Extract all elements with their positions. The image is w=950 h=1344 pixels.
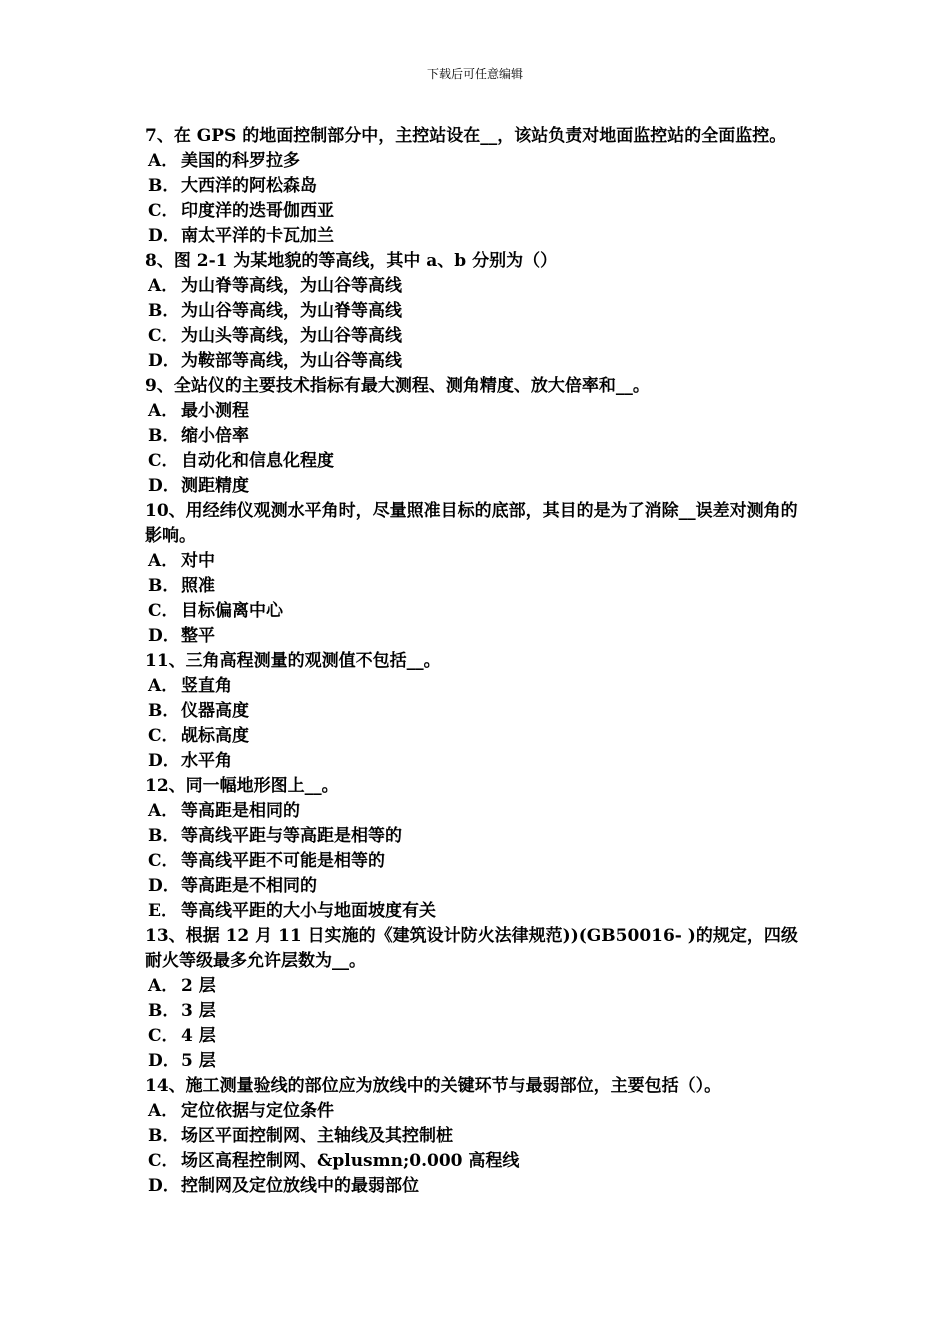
option-text: 场区平面控制网、主轴线及其控制桩 xyxy=(181,1126,453,1146)
answer-option xyxy=(145,1049,810,1074)
answer-option xyxy=(145,549,810,574)
question-stem: 13、根据 12 月 11 日实施的《建筑设计防火法律规范))(GB50016- )的规定，四级耐火等级最多允许层数为__。 xyxy=(145,926,798,971)
question-stem: 12、同一幅地形图上__。 xyxy=(145,776,339,796)
option-key: D． xyxy=(148,751,180,771)
answer-option xyxy=(145,324,810,349)
answer-option xyxy=(145,1149,810,1174)
answer-option xyxy=(145,474,810,499)
page-header: 下载后可任意编辑 xyxy=(426,67,523,81)
question-stem: 8、图 2-1 为某地貌的等高线，其中 a、b 分别为（） xyxy=(145,251,558,271)
question-list xyxy=(145,124,810,1199)
option-text: 为鞍部等高线，为山谷等高线 xyxy=(181,351,402,371)
option-key: C． xyxy=(148,726,179,746)
answer-option xyxy=(145,199,810,224)
option-key: B． xyxy=(148,701,180,721)
option-text: 3 层 xyxy=(181,1001,216,1021)
option-text: 对中 xyxy=(181,551,215,571)
answer-option xyxy=(145,1174,810,1199)
question-stem: 9、全站仪的主要技术指标有最大测程、测角精度、放大倍率和__。 xyxy=(145,376,650,396)
question-stem: 10、用经纬仪观测水平角时，尽量照准目标的底部，其目的是为了消除__误差对测角的影响。 xyxy=(145,501,798,546)
option-text: 目标偏离中心 xyxy=(181,601,283,621)
option-text: 竖直角 xyxy=(181,676,232,696)
option-key: D． xyxy=(148,476,180,496)
option-key: D． xyxy=(148,1051,180,1071)
option-text: 印度洋的迭哥伽西亚 xyxy=(181,201,334,221)
option-key: A． xyxy=(148,401,179,421)
answer-option xyxy=(145,149,810,174)
option-text: 整平 xyxy=(181,626,215,646)
answer-option xyxy=(145,274,810,299)
option-text: 最小测程 xyxy=(181,401,249,421)
option-text: 场区高程控制网、&plusmn;0.000 高程线 xyxy=(181,1151,520,1171)
option-text: 等高线平距与等高距是相等的 xyxy=(181,826,402,846)
option-key: A． xyxy=(148,676,179,696)
answer-option xyxy=(145,299,810,324)
answer-option xyxy=(145,174,810,199)
option-text: 5 层 xyxy=(181,1051,216,1071)
option-key: B． xyxy=(148,426,180,446)
answer-option xyxy=(145,1124,810,1149)
option-key: D． xyxy=(148,626,180,646)
question-stem: 14、施工测量验线的部位应为放线中的关键环节与最弱部位，主要包括（）。 xyxy=(145,1076,722,1096)
option-text: 定位依据与定位条件 xyxy=(181,1101,334,1121)
option-text: 为山脊等高线，为山谷等高线 xyxy=(181,276,402,296)
option-key: A． xyxy=(148,976,179,996)
option-key: D． xyxy=(148,876,180,896)
answer-option xyxy=(145,1024,810,1049)
option-key: B． xyxy=(148,1126,180,1146)
option-key: C． xyxy=(148,326,179,346)
option-key: C． xyxy=(148,851,179,871)
answer-option xyxy=(145,824,810,849)
option-key: A． xyxy=(148,801,179,821)
option-key: D． xyxy=(148,226,180,246)
answer-option xyxy=(145,599,810,624)
option-text: 觇标高度 xyxy=(181,726,249,746)
option-key: D． xyxy=(148,351,180,371)
answer-option xyxy=(145,849,810,874)
option-key: B． xyxy=(148,301,180,321)
option-key: C． xyxy=(148,201,179,221)
option-text: 缩小倍率 xyxy=(181,426,249,446)
option-text: 2 层 xyxy=(181,976,216,996)
option-text: 等高线平距的大小与地面坡度有关 xyxy=(181,901,436,921)
answer-option xyxy=(145,349,810,374)
answer-option xyxy=(145,874,810,899)
option-text: 等高线平距不可能是相等的 xyxy=(181,851,385,871)
answer-option xyxy=(145,999,810,1024)
answer-option xyxy=(145,1099,810,1124)
answer-option xyxy=(145,749,810,774)
option-text: 仪器高度 xyxy=(181,701,249,721)
option-text: 控制网及定位放线中的最弱部位 xyxy=(181,1176,419,1196)
option-text: 大西洋的阿松森岛 xyxy=(181,176,317,196)
option-key: C． xyxy=(148,1026,179,1046)
answer-option xyxy=(145,424,810,449)
option-text: 测距精度 xyxy=(181,476,249,496)
answer-option xyxy=(145,974,810,999)
option-key: A． xyxy=(148,151,179,171)
option-key: C． xyxy=(148,1151,179,1171)
option-text: 美国的科罗拉多 xyxy=(181,151,300,171)
answer-option xyxy=(145,624,810,649)
option-key: B． xyxy=(148,576,180,596)
answer-option xyxy=(145,224,810,249)
option-text: 4 层 xyxy=(181,1026,216,1046)
answer-option xyxy=(145,724,810,749)
answer-option xyxy=(145,899,810,924)
option-key: A． xyxy=(148,1101,179,1121)
answer-option xyxy=(145,574,810,599)
option-text: 为山头等高线，为山谷等高线 xyxy=(181,326,402,346)
answer-option xyxy=(145,799,810,824)
option-key: B． xyxy=(148,176,180,196)
option-text: 南太平洋的卡瓦加兰 xyxy=(181,226,334,246)
option-text: 自动化和信息化程度 xyxy=(181,451,334,471)
option-text: 照准 xyxy=(181,576,215,596)
question-stem: 7、在 GPS 的地面控制部分中，主控站设在__，该站负责对地面监控站的全面监控。 xyxy=(145,126,787,146)
question-stem: 11、三角高程测量的观测值不包括__。 xyxy=(145,651,441,671)
option-key: B． xyxy=(148,826,180,846)
option-key: A． xyxy=(148,551,179,571)
option-text: 水平角 xyxy=(181,751,232,771)
option-key: B． xyxy=(148,1001,180,1021)
answer-option xyxy=(145,399,810,424)
option-key: D． xyxy=(148,1176,180,1196)
option-text: 等高距是不相同的 xyxy=(181,876,317,896)
answer-option xyxy=(145,699,810,724)
option-text: 等高距是相同的 xyxy=(181,801,300,821)
option-key: C． xyxy=(148,451,179,471)
answer-option xyxy=(145,449,810,474)
option-key: A． xyxy=(148,276,179,296)
option-key: C． xyxy=(148,601,179,621)
option-key: E． xyxy=(148,901,178,921)
answer-option xyxy=(145,674,810,699)
option-text: 为山谷等高线，为山脊等高线 xyxy=(181,301,402,321)
